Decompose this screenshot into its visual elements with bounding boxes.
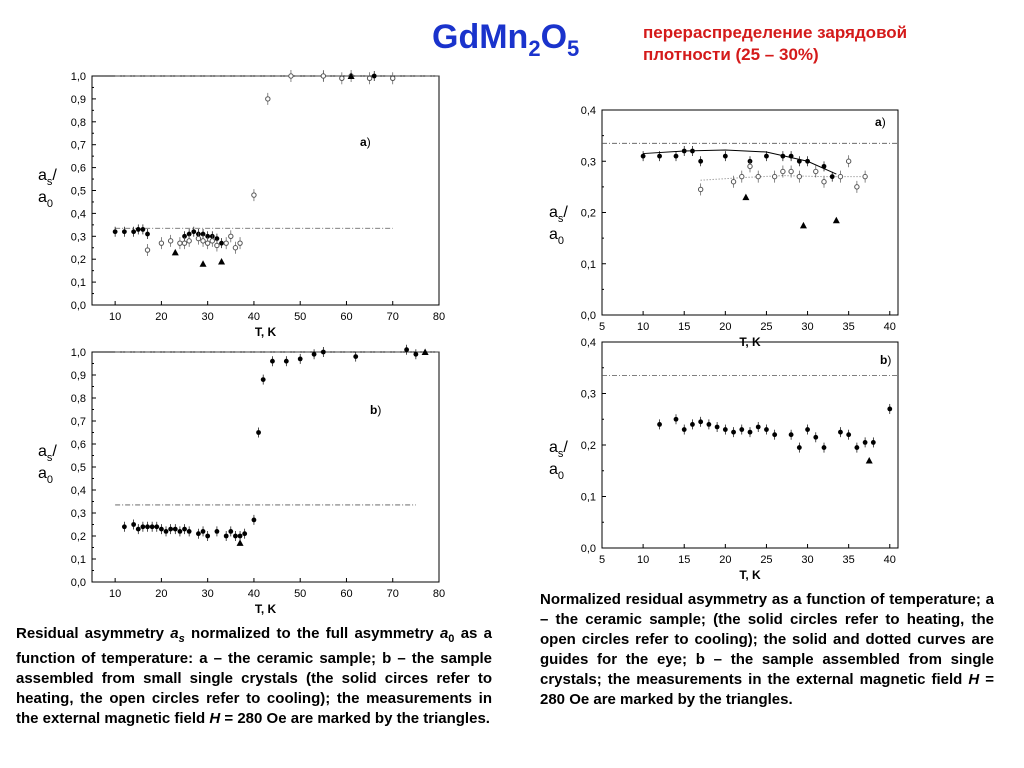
x-axis-label: T, K [739,568,761,582]
y-tick-label: 0,5 [70,185,86,198]
data-point-open [182,241,186,245]
data-point-solid [805,159,810,164]
caption-run: = 280 Oe are marked by the triangles. [220,710,490,727]
x-tick-label: 10 [636,321,650,333]
data-point-solid [706,422,711,427]
y-tick-label: 0,0 [70,577,86,589]
y-label-a: a [549,204,558,221]
y-tick-label: 0,8 [70,116,86,129]
data-point-open [731,180,735,184]
data-point-solid [228,529,233,534]
data-point-solid [756,425,761,430]
y-tick-label: 0,0 [70,300,86,312]
caption-run: s [178,633,185,645]
x-tick-label: 10 [636,554,650,566]
data-point-solid [854,445,859,450]
caption-run: normalized to the full asymmetry [184,625,440,642]
x-tick-label: 40 [883,554,896,566]
chart-right-a [545,102,915,348]
data-point-solid [187,529,192,534]
data-point-open [178,241,182,245]
data-point-solid [122,524,127,529]
chart-svg [30,344,450,622]
x-tick-label: 70 [386,588,399,600]
data-point-solid [404,347,409,352]
data-point-solid [764,154,769,159]
data-point-solid [887,407,892,412]
chart-left-b [30,344,450,622]
y-label-sub-s: s [557,213,564,225]
y-label-slash: / [52,443,57,460]
y-tick-label: 0,9 [70,93,86,106]
data-point-solid [238,534,243,539]
data-point-solid [748,430,753,435]
y-tick-label: 0,6 [70,439,86,451]
data-point-solid [173,527,178,532]
y-tick-label: 0,2 [580,207,596,220]
data-point-open [233,246,237,250]
data-point-solid [270,359,275,364]
data-point-open [289,74,293,78]
data-point-open [215,243,219,247]
data-point-open [855,185,859,189]
x-tick-label: 20 [719,554,732,566]
y-axis-label-top [38,443,57,464]
y-axis-label-bottom [549,226,564,247]
y-label-a: a [549,439,558,456]
data-point-solid [136,227,141,232]
plot-frame [92,76,439,305]
x-tick-label: 10 [109,588,122,600]
x-axis-label: T, K [254,325,277,339]
data-point-open [740,174,744,178]
chart-svg [545,102,915,348]
y-tick-label: 0,2 [580,440,596,452]
data-point-open [196,236,200,240]
data-point-solid [168,527,173,532]
data-point-open [846,159,850,163]
y-tick-label: 0,7 [70,416,86,428]
data-point-open [367,76,371,80]
panel-label [880,353,891,367]
y-tick-label: 0,7 [70,139,86,152]
data-point-solid [372,74,377,79]
y-label-a0: a [38,189,47,206]
data-point-open [252,193,256,197]
x-tick-label: 10 [109,311,122,323]
y-tick-label: 0,4 [70,208,86,221]
data-point-triangle [866,457,873,464]
y-label-a0: a [38,465,47,482]
data-point-solid [805,427,810,432]
y-axis-label-bottom [38,465,53,486]
x-tick-label: 15 [678,321,691,333]
x-tick-label: 20 [155,311,168,323]
chart-svg [545,334,915,580]
data-point-open [789,169,793,173]
data-point-solid [131,522,136,527]
title-subscript-2: 5 [567,35,580,61]
y-tick-label: 0,1 [580,491,596,504]
x-tick-label: 20 [155,588,168,600]
x-tick-label: 70 [386,311,399,323]
y-tick-label: 0,4 [580,105,596,117]
data-point-solid [122,229,127,234]
y-label-sub-s: s [46,176,53,188]
plot-frame [92,352,439,582]
data-point-open [838,174,842,178]
data-point-solid [298,357,303,362]
data-point-solid [739,427,744,432]
x-tick-label: 60 [340,311,353,323]
data-point-solid [136,527,141,532]
x-tick-label: 30 [201,311,214,323]
caption-run: a [439,625,449,642]
y-label-sub-0: 0 [557,470,565,482]
data-point-solid [140,524,145,529]
panel-letter: a [875,115,882,129]
x-tick-label: 30 [801,321,814,333]
caption-run: Normalized residual asymmetry as a function of temperature; a – the ceramic sample; (the solid circles refer to heating, the open circles refer to cooling); the solid and dotted curves are guides for the eye; b – the sample assembled from single crystals; the measurements in the external magnetic field [540,591,994,688]
data-point-solid [353,354,358,359]
x-tick-label: 20 [719,321,732,333]
data-point-open [229,234,233,238]
page-subtitle [643,22,983,66]
caption-run: H [968,671,980,688]
data-point-solid [863,440,868,445]
y-label-a0: a [549,461,558,478]
data-point-solid [191,229,196,234]
data-point-solid [772,432,777,437]
data-point-open [168,239,172,243]
caption-run: H [209,710,221,727]
x-tick-label: 25 [760,554,773,566]
y-tick-label: 0,5 [70,462,86,474]
y-tick-label: 0,3 [580,156,596,169]
data-point-solid [150,524,155,529]
data-point-solid [113,229,118,234]
data-point-solid [196,531,201,536]
data-point-solid [140,227,145,232]
data-point-triangle [218,258,225,265]
data-point-open [266,97,270,101]
data-point-solid [321,350,326,355]
y-tick-label: 0,3 [70,231,86,244]
data-point-triangle [742,194,749,201]
data-point-open [224,241,228,245]
data-point-solid [159,527,164,532]
x-tick-label: 30 [201,588,214,600]
data-point-solid [813,435,818,440]
data-point-solid [764,427,769,432]
data-point-solid [789,432,794,437]
data-point-solid [789,154,794,159]
data-point-solid [682,149,687,154]
y-label-slash: / [52,167,57,184]
data-point-open [781,169,785,173]
chart-right-b [545,334,915,580]
y-tick-label: 1,0 [70,347,86,359]
x-tick-label: 35 [842,554,855,566]
data-point-solid [797,159,802,164]
panel-paren: ) [377,403,382,417]
panel-label [360,135,371,149]
data-point-open [205,241,209,245]
y-tick-label: 0,4 [580,337,596,349]
x-tick-label: 40 [883,321,896,333]
y-tick-label: 0,3 [580,388,596,401]
y-axis-label-bottom [38,189,53,210]
data-point-triangle [800,222,807,229]
data-point-solid [822,445,827,450]
y-tick-label: 0,0 [580,310,596,322]
data-point-solid [657,422,662,427]
caption-run: = 280 Oe are marked by the triangles. [540,671,994,708]
data-point-solid [219,241,224,246]
data-point-solid [242,531,247,536]
data-point-triangle [833,217,840,224]
y-tick-label: 0,3 [70,508,86,520]
y-tick-label: 0,1 [70,277,86,290]
data-point-triangle [172,249,179,256]
panel-letter: a [360,135,367,149]
data-point-triangle [237,539,244,546]
data-point-solid [715,425,720,430]
data-point-open [201,239,205,243]
data-point-solid [698,419,703,424]
data-point-solid [252,518,257,523]
data-point-open [772,174,776,178]
x-tick-label: 80 [432,311,446,323]
data-point-solid [723,427,728,432]
panel-letter: b [880,353,888,367]
x-tick-label: 25 [760,321,773,333]
data-point-open [145,248,149,252]
subtitle-line-1: перераспределение зарядовой [643,23,908,42]
data-point-solid [780,154,785,159]
panel-letter: b [370,403,378,417]
x-tick-label: 5 [598,554,606,566]
data-point-solid [690,422,695,427]
y-label-sub-s: s [46,452,53,464]
x-tick-label: 50 [294,588,307,600]
data-point-solid [154,524,159,529]
data-point-solid [312,352,317,357]
data-point-solid [822,164,827,169]
y-axis-label-top [549,204,568,225]
data-point-solid [731,430,736,435]
y-tick-label: 0,9 [70,370,86,382]
caption-right [540,590,994,710]
y-tick-label: 0,1 [70,554,86,566]
data-point-solid [256,430,261,435]
data-point-open [814,169,818,173]
y-label-sub-0: 0 [46,474,54,486]
data-point-solid [224,534,229,539]
data-point-open [238,241,242,245]
data-point-open [797,174,801,178]
x-tick-label: 80 [432,588,446,600]
data-point-open [863,174,867,178]
data-point-solid [164,529,169,534]
data-point-open [159,241,163,245]
data-point-solid [145,524,150,529]
data-point-solid [201,529,206,534]
data-point-solid [657,154,662,159]
data-point-open [822,180,826,184]
x-tick-label: 15 [678,554,691,566]
panel-paren: ) [881,115,886,129]
chart-left-a [30,68,450,343]
x-tick-label: 40 [247,588,261,600]
panel-label [875,115,886,129]
data-point-solid [674,417,679,422]
data-point-solid [205,534,210,539]
y-tick-label: 0,2 [70,531,86,543]
data-point-open [210,239,214,243]
caption-run: Residual asymmetry [16,625,171,642]
y-label-slash: / [563,204,568,221]
panel-label [370,403,381,417]
chart-svg [30,68,450,343]
y-label-sub-0: 0 [46,198,54,210]
caption-run: 0 [448,633,455,645]
data-point-solid [674,154,679,159]
y-axis-label-top [549,439,568,460]
title-text-mid: O [540,18,568,56]
x-axis-label: T, K [739,335,761,349]
data-point-solid [131,229,136,234]
data-point-solid [838,430,843,435]
data-point-open [748,164,752,168]
data-point-open [321,74,325,78]
title-text: GdMn [432,18,529,56]
data-point-solid [682,427,687,432]
y-label-sub-s: s [557,448,564,460]
data-point-open [187,239,191,243]
data-point-solid [690,149,695,154]
page-title [432,18,579,62]
panel-paren: ) [887,353,892,367]
data-point-solid [145,232,150,237]
y-label-a: a [38,167,47,184]
y-axis-label-top [38,167,57,188]
x-axis-label: T, K [254,602,277,616]
data-point-solid [178,529,183,534]
data-point-solid [261,377,266,382]
data-point-solid [413,352,418,357]
data-point-solid [233,534,238,539]
data-point-solid [797,445,802,450]
caption-left [16,624,492,729]
y-tick-label: 0,2 [70,254,86,267]
data-point-open [391,76,395,80]
x-tick-label: 30 [801,554,814,566]
data-point-triangle [200,260,207,267]
plot-frame [602,342,898,548]
title-subscript: 2 [528,35,541,61]
y-tick-label: 0,6 [70,162,86,175]
y-label-slash: / [563,439,568,456]
data-point-open [756,174,760,178]
data-point-solid [182,527,187,532]
y-label-a: a [38,443,47,460]
y-tick-label: 0,1 [580,258,596,271]
y-tick-label: 1,0 [70,71,86,83]
plot-frame [602,110,898,315]
y-tick-label: 0,8 [70,393,86,405]
caption-run: a [170,625,179,642]
subtitle-line-2: плотности (25 – 30%) [643,45,819,64]
data-point-solid [284,359,289,364]
y-tick-label: 0,0 [580,543,596,555]
x-tick-label: 60 [340,588,353,600]
data-point-solid [871,440,876,445]
y-label-sub-0: 0 [557,235,565,247]
x-tick-label: 35 [842,321,855,333]
data-point-open [698,187,702,191]
data-point-solid [215,529,220,534]
data-point-solid [698,159,703,164]
x-tick-label: 5 [598,321,606,333]
y-tick-label: 0,4 [70,485,86,497]
x-tick-label: 40 [247,311,261,323]
data-point-open [340,76,344,80]
data-point-solid [830,174,835,179]
x-tick-label: 50 [294,311,307,323]
panel-paren: ) [366,135,371,149]
y-label-a0: a [549,226,558,243]
caption-run: as a function of temperature: a – the ceramic sample; b – the sample assembled from small single crystals (the solid circes refer to heating, the open circles refer to cooling); the measurements in the external magnetic field [16,625,492,727]
data-point-solid [846,432,851,437]
y-axis-label-bottom [549,461,564,482]
data-point-solid [641,154,646,159]
data-point-solid [723,154,728,159]
